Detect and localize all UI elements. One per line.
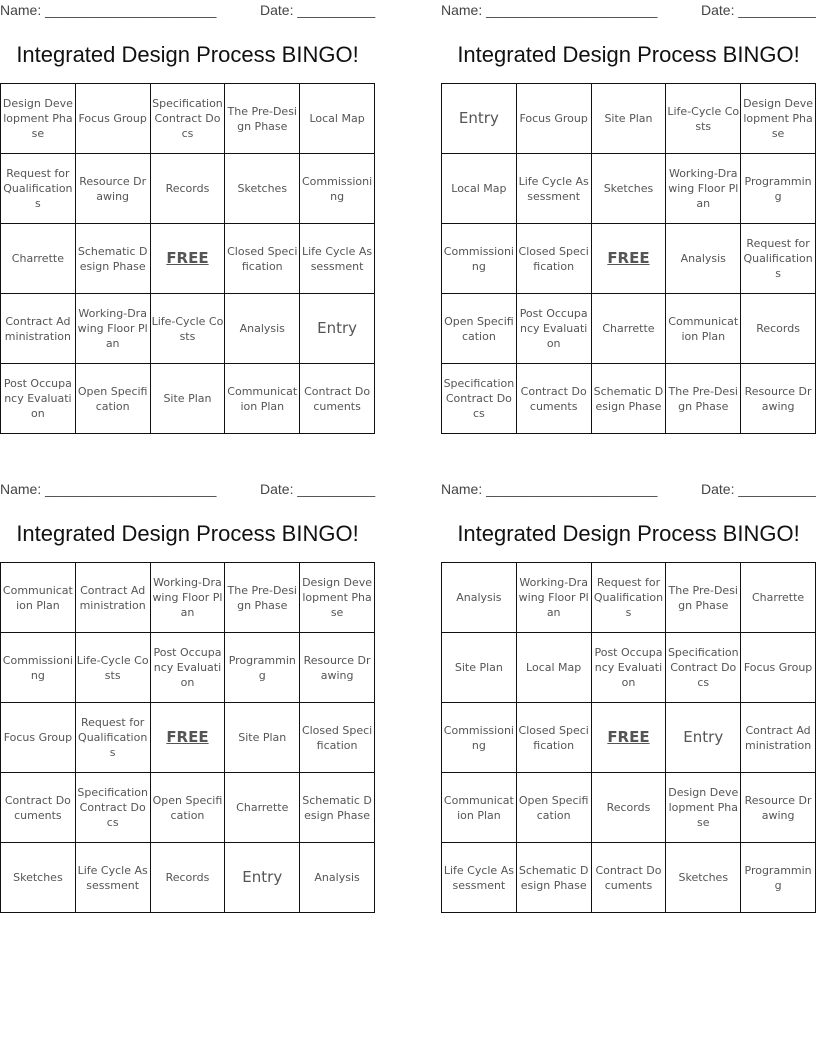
bingo-row (442, 563, 816, 633)
free-space-cell: FREE (591, 224, 666, 294)
bingo-cell: Entry (225, 843, 300, 913)
bingo-cell: The Pre-Design Phase (225, 563, 300, 633)
bingo-cell: Design Development Phase (666, 773, 741, 843)
bingo-cell: Commissioning (1, 633, 76, 703)
bingo-cell: Life-Cycle Costs (75, 633, 150, 703)
bingo-cell: Records (741, 294, 816, 364)
bingo-cell: Commissioning (300, 154, 375, 224)
bingo-cell: Communication Plan (442, 773, 517, 843)
bingo-cell: Working-Drawing Floor Plan (75, 294, 150, 364)
card-title: Integrated Design Process BINGO! (457, 42, 800, 67)
bingo-cell: Closed Specification (516, 224, 591, 294)
bingo-cell: Site Plan (591, 84, 666, 154)
bingo-row (442, 703, 816, 773)
name-field: Name: ______________________ (441, 2, 658, 18)
bingo-cell: Analysis (666, 224, 741, 294)
bingo-cell: Specification Contract Docs (75, 773, 150, 843)
bingo-cell: Contract Administration (1, 294, 76, 364)
bingo-cell: Schematic Design Phase (516, 843, 591, 913)
bingo-row (442, 843, 816, 913)
bingo-cell: Post Occupancy Evaluation (516, 294, 591, 364)
bingo-row (1, 633, 375, 703)
bingo-row (1, 224, 375, 294)
bingo-cell: The Pre-Design Phase (666, 563, 741, 633)
card-title: Integrated Design Process BINGO! (457, 521, 800, 546)
bingo-cell: Communication Plan (1, 563, 76, 633)
bingo-row (1, 84, 375, 154)
bingo-cell: Charrette (741, 563, 816, 633)
bingo-row (442, 294, 816, 364)
bingo-row (442, 633, 816, 703)
date-field: Date: __________ (701, 481, 816, 497)
bingo-cell: Analysis (300, 843, 375, 913)
bingo-cell: Working-Drawing Floor Plan (516, 563, 591, 633)
bingo-cell: Records (150, 843, 225, 913)
bingo-cell: Open Specification (150, 773, 225, 843)
card-title: Integrated Design Process BINGO! (16, 42, 359, 67)
bingo-cell: Request for Qualifications (75, 703, 150, 773)
bingo-cell: Contract Documents (300, 364, 375, 434)
bingo-cell: Analysis (225, 294, 300, 364)
date-field: Date: __________ (701, 2, 816, 18)
bingo-cell: Schematic Design Phase (591, 364, 666, 434)
bingo-cell: Closed Specification (225, 224, 300, 294)
bingo-cell: Request for Qualifications (1, 154, 76, 224)
bingo-cell: Commissioning (442, 703, 517, 773)
card-header (0, 481, 375, 499)
bingo-cell: Design Development Phase (1, 84, 76, 154)
name-field: Name: ______________________ (441, 481, 658, 497)
bingo-cell: Records (591, 773, 666, 843)
bingo-cell: Contract Documents (516, 364, 591, 434)
bingo-cell: The Pre-Design Phase (225, 84, 300, 154)
bingo-cell: Commissioning (442, 224, 517, 294)
bingo-cell: Open Specification (442, 294, 517, 364)
bingo-grid (0, 562, 375, 913)
bingo-cell: Programming (225, 633, 300, 703)
bingo-cell: Request for Qualifications (591, 563, 666, 633)
bingo-cell: Communication Plan (225, 364, 300, 434)
bingo-cell: Charrette (1, 224, 76, 294)
bingo-cell: Sketches (225, 154, 300, 224)
card-header (441, 481, 816, 499)
bingo-row (1, 773, 375, 843)
bingo-cell: Contract Administration (741, 703, 816, 773)
bingo-cell: Specification Contract Docs (442, 364, 517, 434)
bingo-cell: Entry (666, 703, 741, 773)
bingo-cell: Closed Specification (300, 703, 375, 773)
bingo-cell: Site Plan (442, 633, 517, 703)
bingo-cell: Working-Drawing Floor Plan (150, 563, 225, 633)
bingo-cell: Life Cycle Assessment (300, 224, 375, 294)
date-field: Date: __________ (260, 2, 376, 18)
bingo-cell: Open Specification (516, 773, 591, 843)
bingo-cell: Contract Administration (75, 563, 150, 633)
bingo-card-1 (0, 0, 375, 440)
bingo-cell: Post Occupancy Evaluation (150, 633, 225, 703)
bingo-cell: Contract Documents (1, 773, 76, 843)
bingo-cell: Focus Group (516, 84, 591, 154)
bingo-cell: Resource Drawing (300, 633, 375, 703)
bingo-cell: Life-Cycle Costs (666, 84, 741, 154)
bingo-cell: Sketches (1, 843, 76, 913)
bingo-cell: Entry (442, 84, 517, 154)
bingo-cell: Focus Group (1, 703, 76, 773)
bingo-cell: Resource Drawing (75, 154, 150, 224)
bingo-row (442, 773, 816, 843)
bingo-cell: Analysis (442, 563, 517, 633)
bingo-row (1, 703, 375, 773)
bingo-grid (441, 83, 816, 434)
bingo-cell: Sketches (591, 154, 666, 224)
card-header (0, 2, 375, 20)
bingo-cell: Focus Group (741, 633, 816, 703)
bingo-grid (0, 83, 375, 434)
bingo-cell: Schematic Design Phase (300, 773, 375, 843)
bingo-cell: The Pre-Design Phase (666, 364, 741, 434)
bingo-cell: Closed Specification (516, 703, 591, 773)
bingo-cell: Request for Qualifications (741, 224, 816, 294)
bingo-cell: Post Occupancy Evaluation (591, 633, 666, 703)
bingo-row (442, 84, 816, 154)
bingo-cell: Life Cycle Assessment (75, 843, 150, 913)
bingo-cell: Records (150, 154, 225, 224)
bingo-card-3 (0, 479, 375, 919)
bingo-cell: Design Development Phase (300, 563, 375, 633)
bingo-cell: Life Cycle Assessment (516, 154, 591, 224)
bingo-row (1, 294, 375, 364)
free-space-cell: FREE (150, 703, 225, 773)
bingo-cell: Focus Group (75, 84, 150, 154)
bingo-cell: Life Cycle Assessment (442, 843, 517, 913)
name-field: Name: ______________________ (0, 481, 217, 497)
bingo-grid (441, 562, 816, 913)
bingo-cell: Design Development Phase (741, 84, 816, 154)
free-space-cell: FREE (591, 703, 666, 773)
bingo-cell: Site Plan (150, 364, 225, 434)
bingo-cell: Communication Plan (666, 294, 741, 364)
bingo-cell: Local Map (442, 154, 517, 224)
bingo-cell: Working-Drawing Floor Plan (666, 154, 741, 224)
bingo-card-4 (441, 479, 816, 919)
bingo-row (442, 154, 816, 224)
bingo-cell: Local Map (516, 633, 591, 703)
bingo-cell: Programming (741, 843, 816, 913)
bingo-cell: Charrette (225, 773, 300, 843)
bingo-cell: Sketches (666, 843, 741, 913)
bingo-cell: Site Plan (225, 703, 300, 773)
bingo-row (1, 843, 375, 913)
bingo-cell: Local Map (300, 84, 375, 154)
bingo-cell: Contract Documents (591, 843, 666, 913)
free-space-cell: FREE (150, 224, 225, 294)
bingo-cell: Specification Contract Docs (666, 633, 741, 703)
bingo-row (1, 154, 375, 224)
bingo-row (442, 224, 816, 294)
date-field: Date: __________ (260, 481, 376, 497)
bingo-cell: Charrette (591, 294, 666, 364)
name-field: Name: ______________________ (0, 2, 217, 18)
bingo-cell: Schematic Design Phase (75, 224, 150, 294)
bingo-cell: Specification Contract Docs (150, 84, 225, 154)
bingo-cell: Entry (300, 294, 375, 364)
bingo-row (442, 364, 816, 434)
card-title: Integrated Design Process BINGO! (16, 521, 359, 546)
bingo-cell: Resource Drawing (741, 364, 816, 434)
bingo-card-2 (441, 0, 816, 440)
bingo-cell: Resource Drawing (741, 773, 816, 843)
bingo-cell: Life-Cycle Costs (150, 294, 225, 364)
bingo-row (1, 563, 375, 633)
bingo-row (1, 364, 375, 434)
bingo-cell: Open Specification (75, 364, 150, 434)
bingo-cell: Programming (741, 154, 816, 224)
bingo-cell: Post Occupancy Evaluation (1, 364, 76, 434)
card-header (441, 2, 816, 20)
